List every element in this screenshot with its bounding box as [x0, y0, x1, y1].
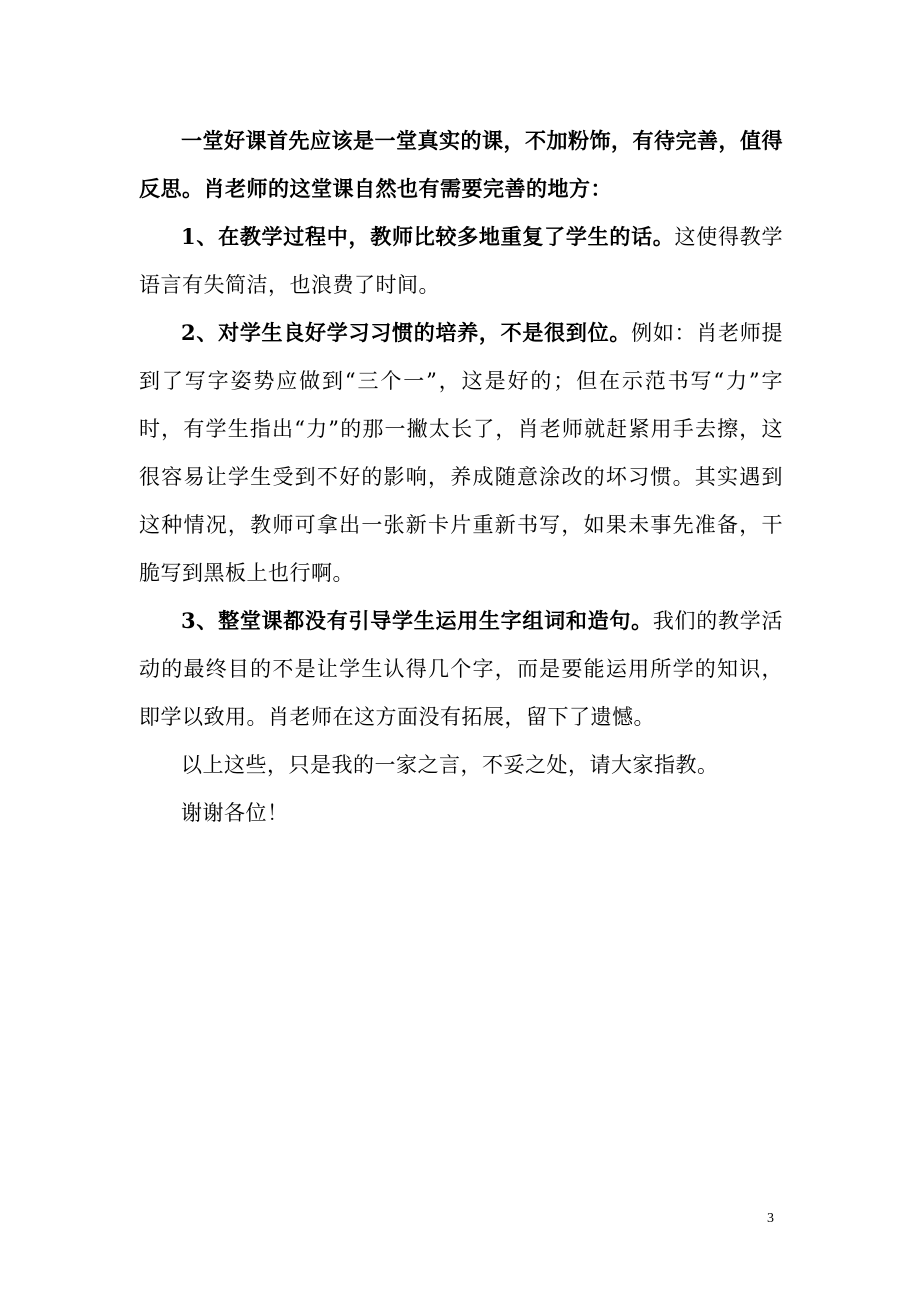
paragraph-point-3 — [139, 597, 783, 741]
point-2-text: 例如：肖老师提到了写字姿势应做到“三个一”，这是好的；但在示范书写“力”字时，有学生指出“力”的那一撇太长了，肖老师就赶紧用手去擦，这很容易让学生受到不好的影响，养成随意涂改的坏习惯。其实遇到这种情况，教师可拿出一张新卡片重新书写，如果未事先准备，干脆写到黑板上也行啊。 — [139, 321, 783, 585]
point-3-heading: 3、整堂课都没有引导学生运用生字组词和造句。 — [181, 608, 653, 633]
paragraph-closing — [139, 741, 783, 789]
closing-text: 以上这些，只是我的一家之言，不妥之处，请大家指教。 — [181, 753, 719, 777]
thanks-text: 谢谢各位！ — [181, 801, 289, 825]
point-1-text: 这使得教学语言有失简洁，也浪费了时间。 — [139, 225, 783, 297]
paragraph-intro-bold: 一堂好课首先应该是一堂真实的课，不加粉饰，有待完善，值得反思。肖老师的这堂课自然也有需要完善的地方： — [139, 128, 783, 201]
document-body — [139, 117, 783, 837]
point-3-text: 我们的教学活动的最终目的不是让学生认得几个字，而是要能运用所学的知识，即学以致用。肖老师在这方面没有拓展，留下了遗憾。 — [139, 609, 783, 729]
paragraph-point-2 — [139, 309, 783, 597]
page-number: 3 — [767, 1211, 774, 1226]
point-2-heading: 2、对学生良好学习习惯的培养，不是很到位。 — [181, 320, 632, 345]
point-1-heading: 1、在教学过程中，教师比较多地重复了学生的话。 — [181, 224, 675, 249]
paragraph-point-1 — [139, 213, 783, 309]
paragraph-thanks — [139, 789, 783, 837]
paragraph-intro — [139, 117, 783, 213]
